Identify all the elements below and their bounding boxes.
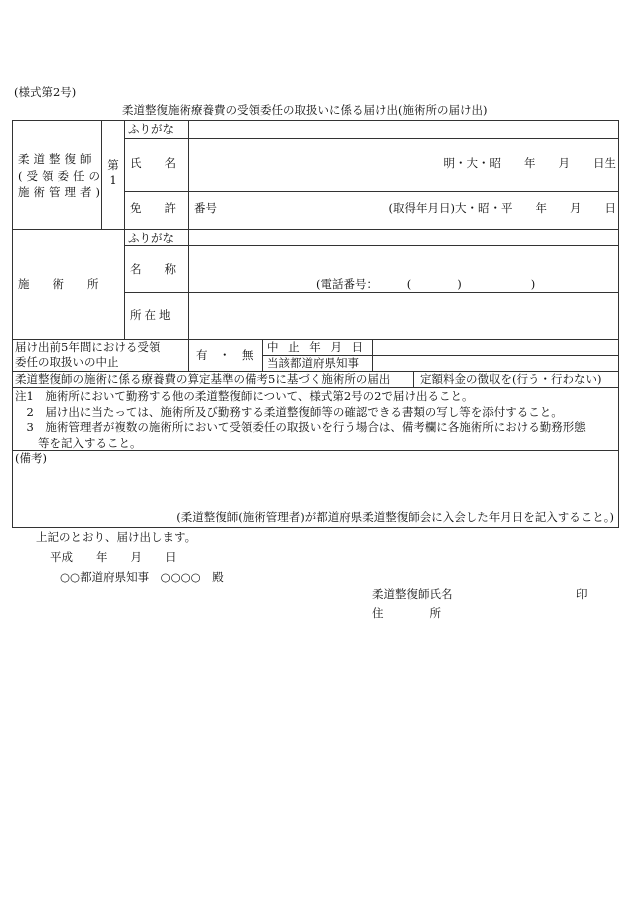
notes: 注1 施術所において勤務する他の柔道整復師について、様式第2号の2で届け出ること。 2 届け出に当たっては、施術所及び勤務する柔道整復師等の確認できる書類の写し等を添付すること。 3 施術管理者が複数の施術所において受領委任の取扱いを行う場合は、備考欄に各施術所における勤務形態 等を記入すること。 [15,389,586,450]
form-number: (様式第2号) [14,85,77,99]
suspension-label: 届け出前5年間における受領 委任の取扱いの中止 [15,340,161,369]
license-number-label: 番号 [194,201,217,215]
addressee: ○○都道府県知事 ○○○○ 殿 [60,570,224,584]
remarks-label: (備考) [15,451,47,465]
furigana-label: ふりがな [128,122,174,136]
practitioner-ref: 第 1 [107,158,119,187]
clinic-furigana-label: ふりがな [128,231,174,245]
license-label: 免 許 [130,201,176,215]
statement: 上記のとおり、届け出します。 [36,530,197,544]
name-label: 氏 名 [130,156,176,170]
clinic-phone: (電話番号： ( ) ) [316,277,536,291]
fixed-fee-choice[interactable]: 定額料金の徴収を(行う・行わない) [420,372,602,386]
suspension-date-label: 中 止 年 月 日 [267,340,367,354]
yes-no-choice[interactable]: 有 ・ 無 [196,348,254,362]
signer-address-label: 住 所 [372,606,441,620]
remarks-instruction: (柔道整復師(施術管理者)が都道府県柔道整復師会に入会した年月日を記入すること。) [176,510,614,524]
seal-mark: 印 [576,587,588,601]
form-title: 柔道整復施術療養費の受領委任の取扱いに係る届け出(施術所の届け出) [122,103,488,117]
clinic-address-label: 所在地 [130,308,174,322]
birth-date: 明・大・昭 年 月 日生 [443,156,616,170]
clinic-label: 施 術 所 [18,277,99,291]
governor-label: 当該都道府県知事 [267,356,359,370]
signer-label: 柔道整復師氏名 [372,587,453,601]
license-acquired-date: (取得年月日)大・昭・平 年 月 日 [388,201,616,215]
practitioner-label: 柔道整復師 (受領委任の 施術管理者) [18,152,104,200]
clinic-name-label: 名 称 [130,262,176,276]
submission-date: 平成 年 月 日 [50,550,177,564]
notice-label: 柔道整復師の施術に係る療養費の算定基準の備考5に基づく施術所の届出 [15,372,391,386]
